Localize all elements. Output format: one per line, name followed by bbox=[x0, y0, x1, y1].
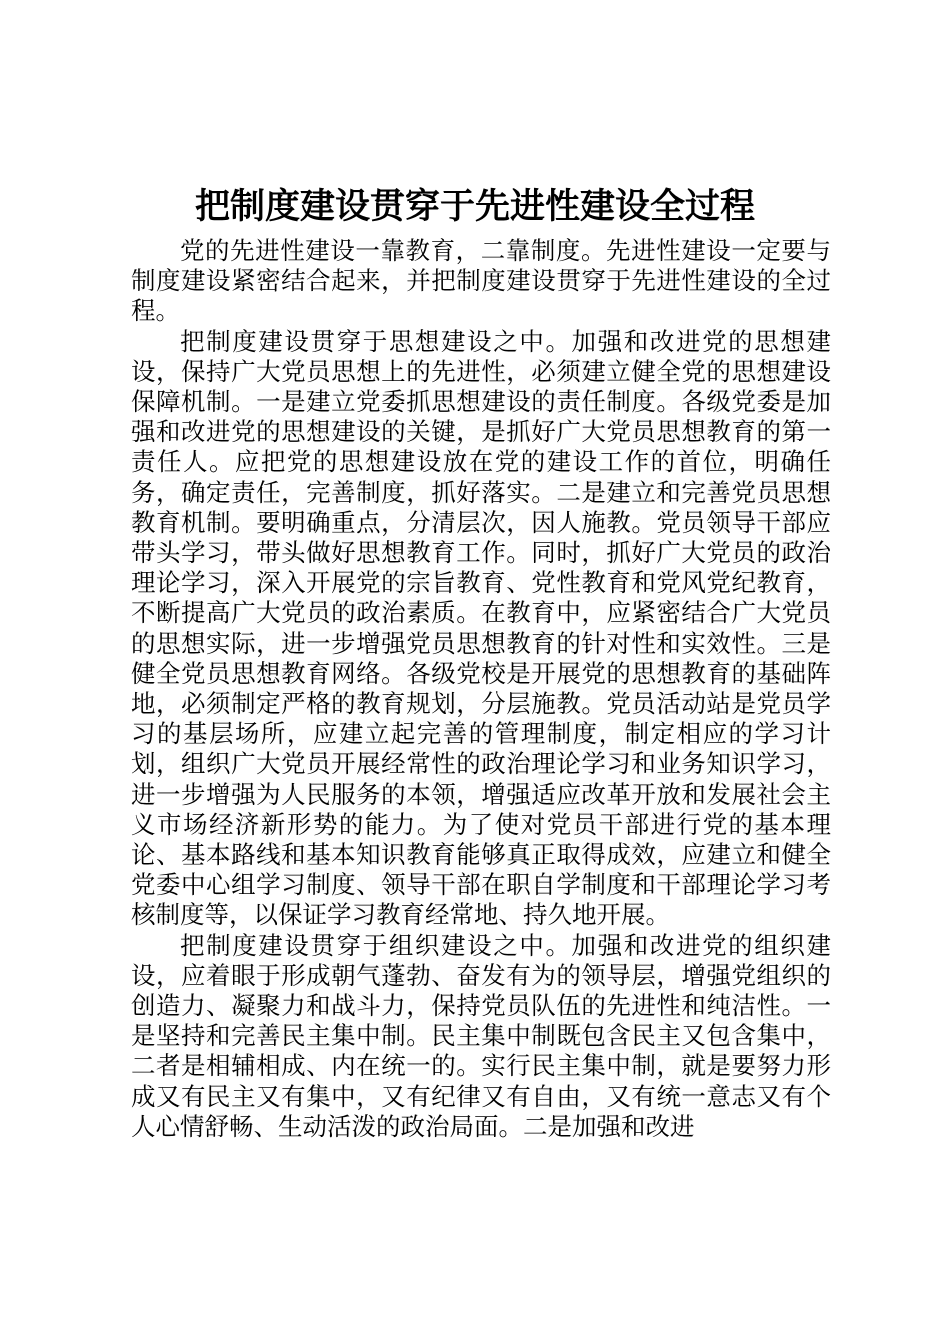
document-title: 把制度建设贯穿于先进性建设全过程 bbox=[194, 186, 755, 227]
document-body bbox=[131, 236, 831, 1142]
paragraph-ideological-building: 把制度建设贯穿于思想建设之中。加强和改进党的思想建设，保持广大党员思想上的先进性，必须建立健全党的思想建设保障机制。一是建立党委抓思想建设的责任制度。各级党委是加强和改进党的思想建设的关键，是抓好广大党员思想教育的第一责任人。应把党的思想建设放在党的建设工作的首位，明确任务，确定责任，完善制度，抓好落实。二是建立和完善党员思想教育机制。要明确重点，分清层次，因人施教。党员领导干部应带头学习，带头做好思想教育工作。同时，抓好广大党员的政治理论学习，深入开展党的宗旨教育、党性教育和党风党纪教育，不断提高广大党员的政治素质。在教育中，应紧密结合广大党员的思想实际，进一步增强党员思想教育的针对性和实效性。三是健全党员思想教育网络。各级党校是开展党的思想教育的基础阵地，必须制定严格的教育规划，分层施教。党员活动站是党员学习的基层场所，应建立起完善的管理制度，制定相应的学习计划，组织广大党员开展经常性的政治理论学习和业务知识学习，进一步增强为人民服务的本领，增强适应改革开放和发展社会主义市场经济新形势的能力。为了使对党员干部进行党的基本理论、基本路线和基本知识教育能够真正取得成效，应建立和健全党委中心组学习制度、领导干部在职自学制度和干部理论学习考核制度等，以保证学习教育经常地、持久地开展。 bbox=[131, 326, 831, 930]
paragraph-organizational-building: 把制度建设贯穿于组织建设之中。加强和改进党的组织建设，应着眼于形成朝气蓬勃、奋发有为的领导层，增强党组织的创造力、凝聚力和战斗力，保持党员队伍的先进性和纯洁性。一是坚持和完善民主集中制。民主集中制既包含民主又包含集中，二者是相辅相成、内在统一的。实行民主集中制，就是要努力形成又有民主又有集中，又有纪律又有自由，又有统一意志又有个人心情舒畅、生动活泼的政治局面。二是加强和改进 bbox=[131, 930, 831, 1141]
paragraph-intro: 党的先进性建设一靠教育，二靠制度。先进性建设一定要与制度建设紧密结合起来，并把制度建设贯穿于先进性建设的全过程。 bbox=[131, 236, 831, 326]
